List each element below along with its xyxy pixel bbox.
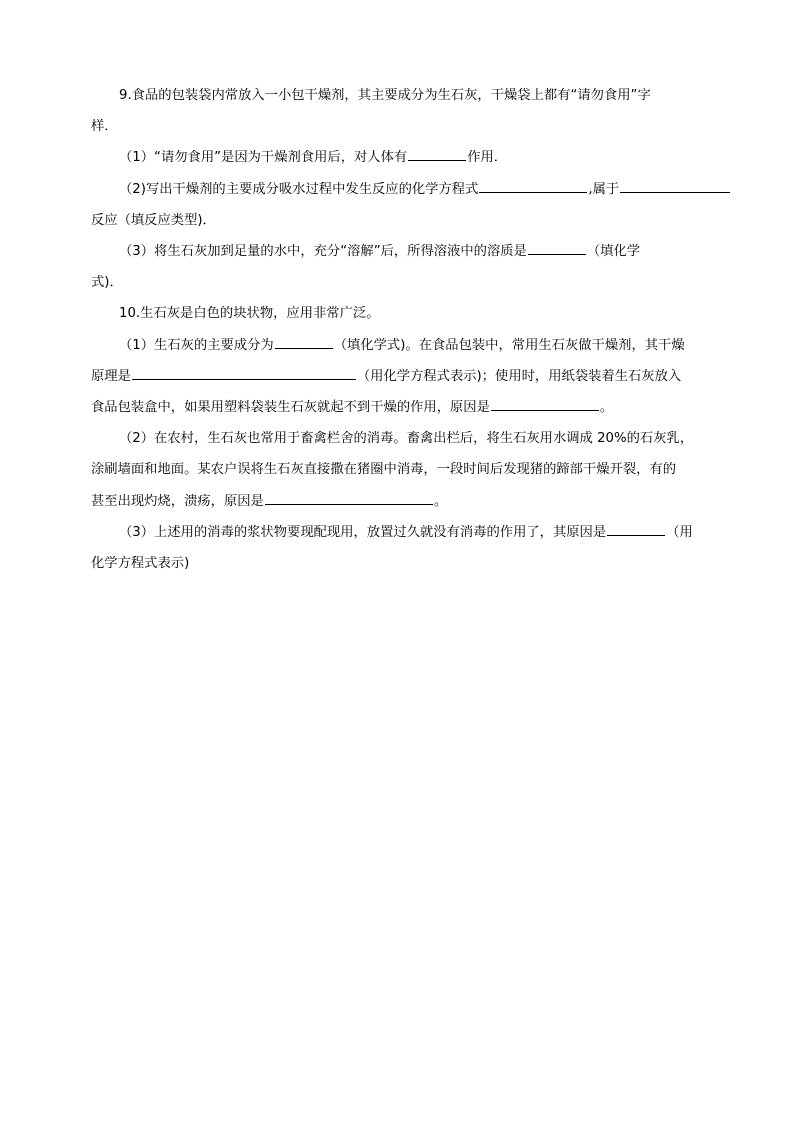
q9-part-3-line-1 <box>91 236 731 267</box>
q10-part-2-text-2: 涂刷墙面和地面。某农户误将生石灰直接撒在猪圈中消毒，一段时间后发现猪的蹄部干燥开裂，有的 <box>91 462 677 478</box>
q10-part-3-text-mid: （用 <box>666 524 693 540</box>
q9-stem-end: 样． <box>91 119 118 135</box>
q10-part-3-line-2 <box>91 548 703 579</box>
q10-part-2-line-3 <box>91 486 703 517</box>
q9-part-2-type-blank[interactable] <box>620 180 730 193</box>
q10-part-1-equation-blank[interactable] <box>132 367 356 380</box>
q10-part-1-text-mid: （填化学式)。在食品包装中，常用生石灰做干燥剂，其干燥 <box>333 337 685 353</box>
q10-part-1-reason-blank[interactable] <box>491 398 599 411</box>
q10-part-2-text-end: 。 <box>433 493 448 509</box>
q9-stem-line-2 <box>91 111 703 142</box>
q9-stem-line-1 <box>91 80 731 111</box>
q10-part-1-text-2: 原理是 <box>91 368 131 384</box>
q10-part-2-text: （2）在农村，生石灰也常用于畜禽栏舍的消毒。畜禽出栏后，将生石灰用水调成 20%的石灰乳， <box>119 431 694 447</box>
q10-part-3-text: （3）上述用的消毒的浆状物要现配现用，放置过久就没有消毒的作用了，其原因是 <box>119 524 607 540</box>
q10-part-1-text-end: 。 <box>599 400 614 416</box>
q9-part-2-text-mid: ,属于 <box>588 181 620 197</box>
q10-part-2-line-1 <box>91 423 731 454</box>
q10-stem: 10.生石灰是白色的块状物，应用非常广泛。 <box>119 306 380 322</box>
q9-part-2-equation-blank[interactable] <box>479 180 587 193</box>
q10-part-2-reason-blank[interactable] <box>265 492 433 505</box>
q9-stem: 9.食品的包装袋内常放入一小包干燥剂，其主要成分为生石灰，干燥袋上都有“请勿食用”字 <box>119 88 651 103</box>
q10-part-3-line-1 <box>91 517 731 548</box>
q9-part-3-text-end: 式)． <box>91 275 123 291</box>
q10-part-1-line-2 <box>91 361 703 392</box>
q9-part-3-blank[interactable] <box>528 242 586 255</box>
q10-stem-line <box>91 298 731 329</box>
q9-part-3-line-2 <box>91 267 703 298</box>
q9-part-2-line-2 <box>91 205 703 236</box>
q9-part-2-line-1 <box>91 174 731 205</box>
q10-part-1-formula-blank[interactable] <box>275 336 333 349</box>
q9-part-1-text-end: 作用． <box>467 150 508 166</box>
question-content <box>91 80 703 579</box>
q10-part-1-line-1 <box>91 330 731 361</box>
q9-part-3-text: （3）将生石灰加到足量的水中，充分“溶解”后，所得溶液中的溶质是 <box>119 244 527 260</box>
q10-part-1-line-3 <box>91 392 703 423</box>
q10-part-2-text-3: 甚至出现灼烧，溃疡，原因是 <box>91 493 264 509</box>
q10-part-1-text: （1）生石灰的主要成分为 <box>119 337 274 353</box>
q9-part-3-text-mid: （填化学 <box>586 244 641 260</box>
q10-part-3-blank[interactable] <box>607 523 665 536</box>
q9-part-2-text: （2)写出干燥剂的主要成分吸水过程中发生反应的化学方程式 <box>119 181 479 197</box>
q10-part-2-line-2 <box>91 454 703 485</box>
q10-part-3-text-end: 化学方程式表示) <box>91 556 190 572</box>
q10-part-1-text-4: 食品包装盒中，如果用塑料袋装生石灰就起不到干燥的作用，原因是 <box>91 400 490 416</box>
q9-part-1 <box>91 142 731 173</box>
q9-part-2-text-end: 反应（填反应类型)． <box>91 212 216 228</box>
q9-part-1-text: （1）“请勿食用”是因为干燥剂食用后，对人体有 <box>119 150 408 166</box>
q9-part-1-blank[interactable] <box>408 148 466 161</box>
q10-part-1-text-3: （用化学方程式表示)；使用时，用纸袋装着生石灰放入 <box>356 368 682 384</box>
